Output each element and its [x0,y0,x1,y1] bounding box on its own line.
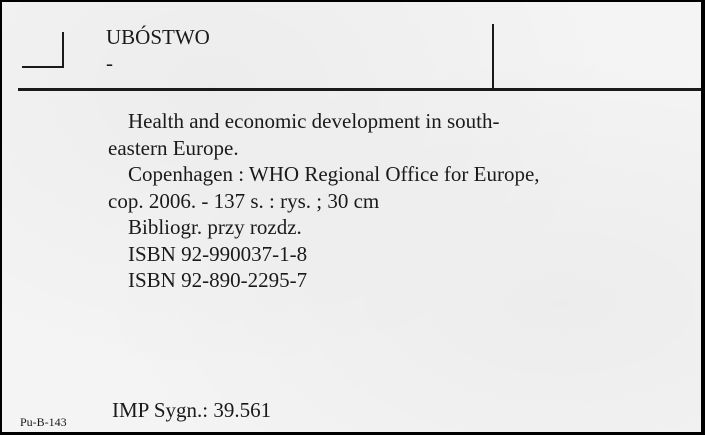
bibliographic-entry [108,108,628,294]
bibliography-note: Bibliogr. przy rozdz. [128,215,302,239]
call-number: IMP Sygn.: 39.561 [112,398,272,422]
header-divider [492,24,494,88]
corner-mark-horizontal [22,66,64,68]
imprint-line-1: Copenhagen : WHO Regional Office for Europe, [128,162,540,186]
title-line-1: Health and economic development in south- [128,109,500,133]
card-code: Pu-B-143 [20,415,67,429]
title-line-2: eastern Europe. [108,135,239,160]
corner-mark-vertical [62,32,64,67]
header-rule [18,88,701,91]
isbn-2: ISBN 92-890-2295-7 [128,268,308,292]
isbn-1: ISBN 92-990037-1-8 [128,241,308,266]
subject-subdivision: - [106,51,113,75]
catalog-card [2,2,701,432]
subject-heading: UBÓSTWO [106,25,210,49]
imprint-line-2: cop. 2006. - 137 s. : rys. ; 30 cm [108,188,380,213]
